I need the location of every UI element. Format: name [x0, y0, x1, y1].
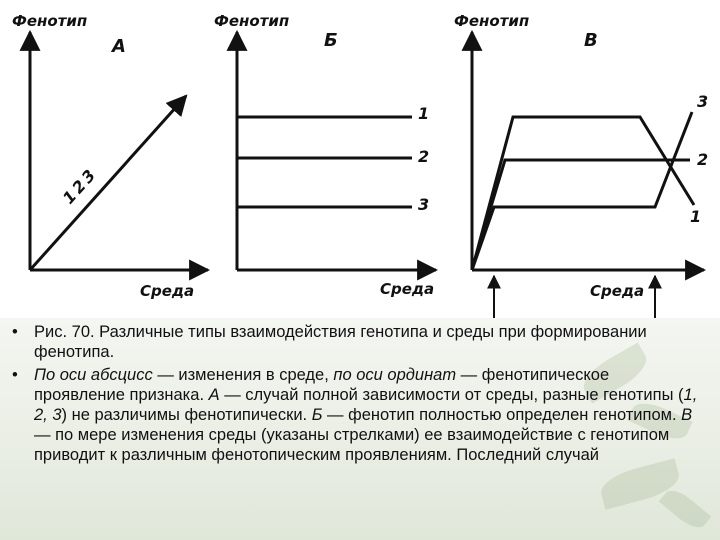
panel-b-letter: Б: [324, 30, 338, 51]
panel-a-letter: А: [112, 36, 126, 57]
caption-panel: [0, 318, 720, 540]
panel-b-line-label-2: 2: [418, 147, 430, 166]
caption-item-1: [12, 322, 702, 362]
panel-a-y-label: Фенотип: [12, 12, 88, 30]
panel-v-y-label: Фенотип: [454, 12, 530, 30]
caption-text-segment: — изменения в среде,: [152, 366, 334, 384]
panel-v-line-label-3: 3: [697, 92, 709, 111]
panel-v-line-1: [472, 112, 692, 270]
caption-text-segment: В: [681, 406, 693, 424]
panel-b-line-label-3: 3: [418, 195, 430, 214]
panel-b-x-label: Среда: [380, 280, 435, 298]
caption-text-segment: 1, 2, 3: [34, 386, 698, 424]
panel-v-letter: В: [584, 30, 598, 51]
leaf-decoration: [659, 485, 711, 534]
caption-text-segment: — по мере изменения среды (указаны стрелками) ее взаимодействие с генотипом приводит к различным фенотопическим проявлениям. Последний случай: [34, 426, 670, 464]
panel-a-line-label-2: 2: [68, 176, 90, 198]
caption-item-2: [12, 365, 702, 465]
caption-list: [12, 322, 702, 468]
panel-a-diagonal-line: [30, 96, 186, 270]
bullet-icon: •: [12, 323, 18, 341]
caption-text-segment: — фенотип полностью определен генотипом.: [322, 406, 682, 424]
panel-v-x-label: Среда: [590, 282, 645, 300]
caption-text-segment: По оси абсцисс: [34, 366, 153, 384]
panel-v-line-label-1: 1: [690, 207, 702, 226]
caption-text-segment: Б: [311, 406, 323, 424]
caption-text-segment: по оси ординат: [333, 366, 457, 384]
panel-a-x-label: Среда: [140, 282, 195, 300]
panel-a: [12, 12, 208, 300]
panel-v: [454, 12, 708, 318]
caption-text-segment: — фенотипическое проявление признака.: [34, 366, 610, 404]
caption-text-segment: ) не различимы фенотипически.: [61, 406, 312, 424]
bullet-icon: •: [12, 366, 18, 384]
panel-b: [214, 12, 436, 298]
panel-v-line-label-2: 2: [697, 150, 709, 169]
caption-text-segment: — случай полной зависимости от среды, разные генотипы (: [219, 386, 684, 404]
caption-item-1-text: Рис. 70. Различные типы взаимодействия генотипа и среды при формировании фенотипа.: [34, 323, 647, 361]
panel-v-line-2: [472, 160, 690, 270]
panel-a-line-label-1: 1: [58, 186, 81, 208]
panel-b-y-label: Фенотип: [214, 12, 290, 30]
caption-text-segment: А: [208, 386, 220, 404]
panel-b-line-label-1: 1: [418, 104, 430, 123]
panel-a-line-label-3: 3: [77, 165, 100, 187]
